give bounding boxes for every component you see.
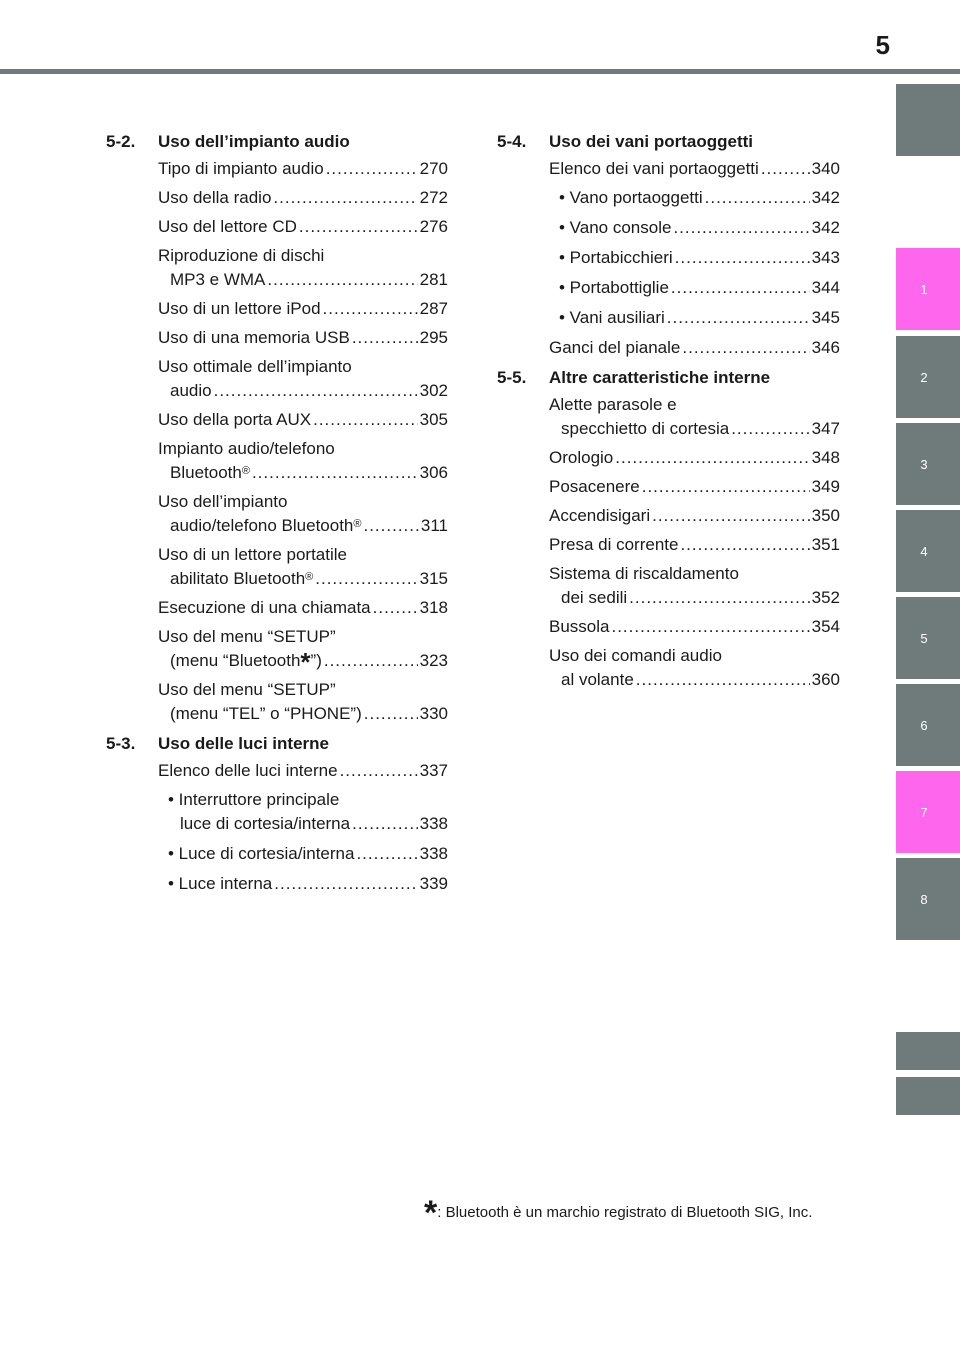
asterisk-icon: * [424,1194,438,1232]
toc-entry[interactable]: Uso dei comandi audio al volante ..... 360 [497,644,840,692]
toc-entry[interactable]: Presa di corrente ..... 351 [497,533,840,557]
tab-blank-index-2[interactable] [896,1077,960,1115]
toc-left-column [106,129,448,902]
toc-entry[interactable]: Uso di un lettore iPod ..... 287 [106,297,448,321]
toc-entry[interactable]: Uso del lettore CD ..... 276 [106,215,448,239]
toc-entry[interactable]: Uso ottimale dell’impianto audio ..... 302 [106,355,448,403]
toc-entry[interactable]: Uso della radio ..... 272 [106,186,448,210]
toc-entry[interactable]: Orologio ..... 348 [497,446,840,470]
toc-entry[interactable]: Uso della porta AUX ..... 305 [106,408,448,432]
toc-entry[interactable]: Elenco delle luci interne ..... 337 [106,759,448,783]
toc-right-column [497,129,840,697]
tab-chapter-3[interactable]: 3 [896,423,960,505]
toc-subentry[interactable]: • Portabicchieri ..... 343 [497,246,840,270]
tab-chapter-6[interactable]: 6 [896,684,960,766]
toc-entry[interactable]: Uso di un lettore portatile abilitato Bluetooth® ..... 315 [106,543,448,591]
tab-blank-top[interactable] [896,84,960,156]
toc-subentry[interactable]: • Portabottiglie ..... 344 [497,276,840,300]
tab-chapter-8[interactable]: 8 [896,858,960,940]
toc-entry[interactable]: Uso di una memoria USB ..... 295 [106,326,448,350]
toc-subentry[interactable]: • Luce di cortesia/interna ..... 338 [106,842,448,866]
toc-entry[interactable]: Riproduzione di dischi MP3 e WMA ..... 281 [106,244,448,292]
section-heading-5-4: 5-4. Uso dei vani portaoggetti [497,132,754,151]
toc-subentry[interactable]: • Vano portaoggetti ..... 342 [497,186,840,210]
toc-entry[interactable]: Uso del menu “SETUP” (menu “TEL” o “PHONE”) ..... 330 [106,678,448,726]
toc-entry[interactable]: Sistema di riscaldamento dei sedili ..... 352 [497,562,840,610]
toc-entry[interactable]: Posacenere ..... 349 [497,475,840,499]
header-rule [0,69,960,74]
toc-entry[interactable]: Impianto audio/telefono Bluetooth® ..... 306 [106,437,448,485]
tab-chapter-7[interactable]: 7 [896,771,960,853]
toc-entry[interactable]: Uso del menu “SETUP” (menu “Bluetooth*”) ..... 323 [106,625,448,673]
toc-entry[interactable]: Elenco dei vani portaoggetti ..... 340 [497,157,840,181]
tab-chapter-5[interactable]: 5 [896,597,960,679]
toc-entry[interactable]: Accendisigari ..... 350 [497,504,840,528]
toc-entry[interactable]: Tipo di impianto audio ..... 270 [106,157,448,181]
toc-subentry[interactable]: • Interruttore principale luce di cortesia/interna ..... 338 [106,788,448,836]
toc-entry[interactable]: Esecuzione di una chiamata ..... 318 [106,596,448,620]
section-heading-5-3: 5-3. Uso delle luci interne [106,734,329,753]
tab-blank-index-1[interactable] [896,1032,960,1070]
tab-chapter-2[interactable]: 2 [896,336,960,418]
toc-subentry[interactable]: • Luce interna ..... 339 [106,872,448,896]
toc-entry[interactable]: Alette parasole e specchietto di cortesia ..... 347 [497,393,840,441]
section-heading-5-5: 5-5. Altre caratteristiche interne [497,368,771,387]
toc-entry[interactable]: Uso dell’impianto audio/telefono Bluetooth® ..... 311 [106,490,448,538]
toc-subentry[interactable]: • Vano console ..... 342 [497,216,840,240]
toc-subentry[interactable]: • Vani ausiliari ..... 345 [497,306,840,330]
section-heading-5-2: 5-2. Uso dell’impianto audio [106,132,350,151]
page-number: 5 [875,30,890,60]
toc-entry[interactable]: Ganci del pianale ..... 346 [497,336,840,360]
tab-chapter-4[interactable]: 4 [896,510,960,592]
asterisk-icon: * [300,649,311,673]
footnote: *: Bluetooth è un marchio registrato di Bluetooth SIG, Inc. [424,1194,813,1232]
tab-chapter-1[interactable]: 1 [896,248,960,330]
toc-entry[interactable]: Bussola ..... 354 [497,615,840,639]
